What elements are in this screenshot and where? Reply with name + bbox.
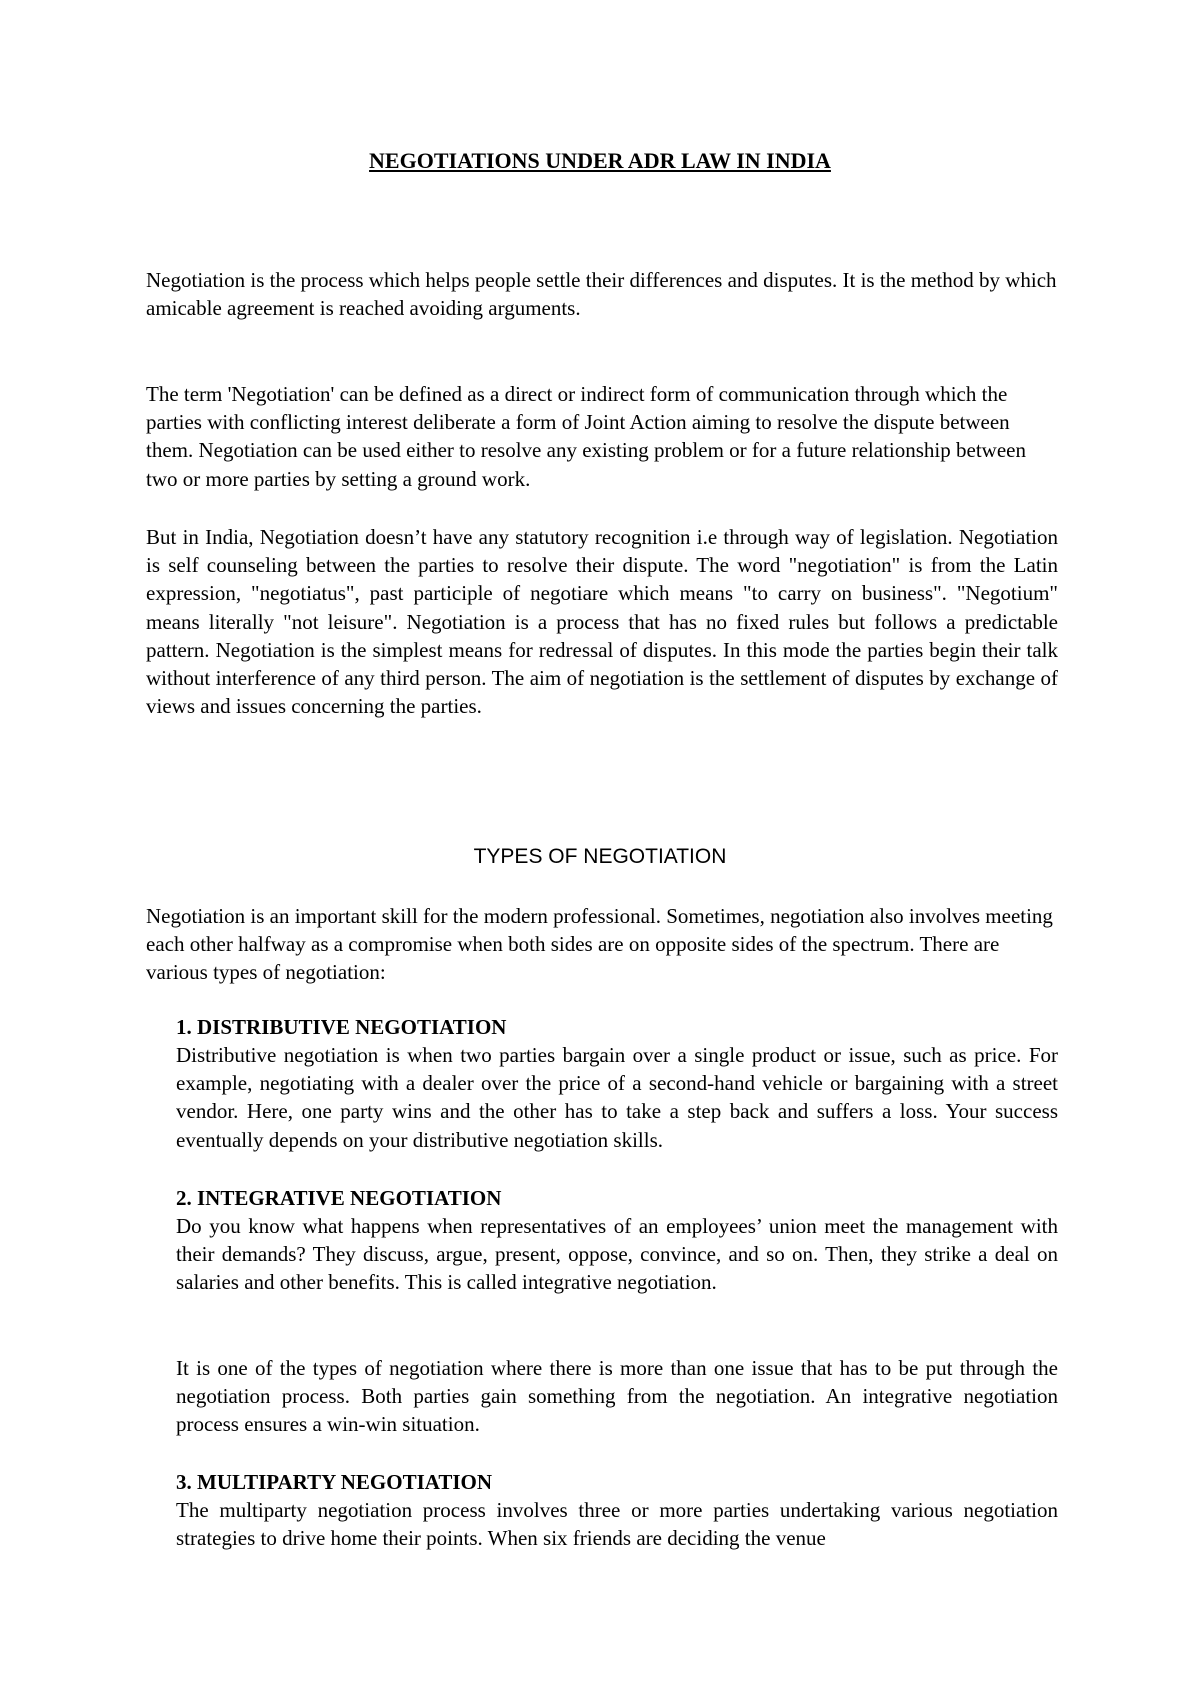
integrative-paragraph-2: It is one of the types of negotiation where there is more than one issue that has to be put through the negotiation process. Both parties gain something from the negotiation. An integrative negotiation process ensures a win-win situation.	[176, 1356, 1058, 1437]
types-intro-paragraph: Negotiation is an important skill for the modern professional. Sometimes, negotiation also involves meeting each other halfway as a compromise when both sides are on opposite sides of the spectrum. There are various types of negotiation:	[146, 904, 1053, 985]
distributive-paragraph: Distributive negotiation is when two parties bargain over a single product or issue, such as price. For example, negotiating with a dealer over the price of a second-hand vehicle or bargaining with a street vendor. Here, one party wins and the other has to take a step back and suffers a loss. Your success eventually depends on your distributive negotiation skills.	[176, 1043, 1058, 1152]
subheading-multiparty: 3. MULTIPARTY NEGOTIATION	[176, 1470, 493, 1494]
intro-paragraph-3: But in India, Negotiation doesn’t have any statutory recognition i.e through way of legislation. Negotiation is self counseling between the parties to resolve their dispute. The word "negotiation" is from the Latin expression, "negotiatus", past participle of negotiare which means "to carry on business". "Negotium" means literally "not leisure". Negotiation is a process that has no fixed rules but follows a predictable pattern. Negotiation is the simplest means for redressal of disputes. In this mode the parties begin their talk without interference of any third person. The aim of negotiation is the settlement of disputes by exchange of views and issues concerning the parties.	[146, 525, 1058, 719]
subheading-distributive: 1. DISTRIBUTIVE NEGOTIATION	[176, 1015, 507, 1039]
subheading-integrative: 2. INTEGRATIVE NEGOTIATION	[176, 1186, 502, 1210]
intro-paragraph-1: Negotiation is the process which helps people settle their differences and disputes. It is the method by which amicable agreement is reached avoiding arguments.	[146, 268, 1057, 321]
intro-paragraph-2: The term 'Negotiation' can be defined as a direct or indirect form of communication through which the parties with conflicting interest deliberate a form of Joint Action aiming to resolve the dispute between them. Negotiation can be used either to resolve any existing problem or for a future relationship between two or more parties by setting a ground work.	[146, 382, 1026, 491]
integrative-paragraph-1: Do you know what happens when representatives of an employees’ union meet the management with their demands? They discuss, argue, present, oppose, convince, and so on. Then, they strike a deal on salaries and other benefits. This is called integrative negotiation.	[176, 1214, 1058, 1295]
multiparty-paragraph: The multiparty negotiation process involves three or more parties undertaking various negotiation strategies to drive home their points. When six friends are deciding the venue	[176, 1498, 1058, 1551]
section-heading-types: TYPES OF NEGOTIATION	[473, 845, 727, 868]
document-title: NEGOTIATIONS UNDER ADR LAW IN INDIA	[369, 148, 831, 173]
